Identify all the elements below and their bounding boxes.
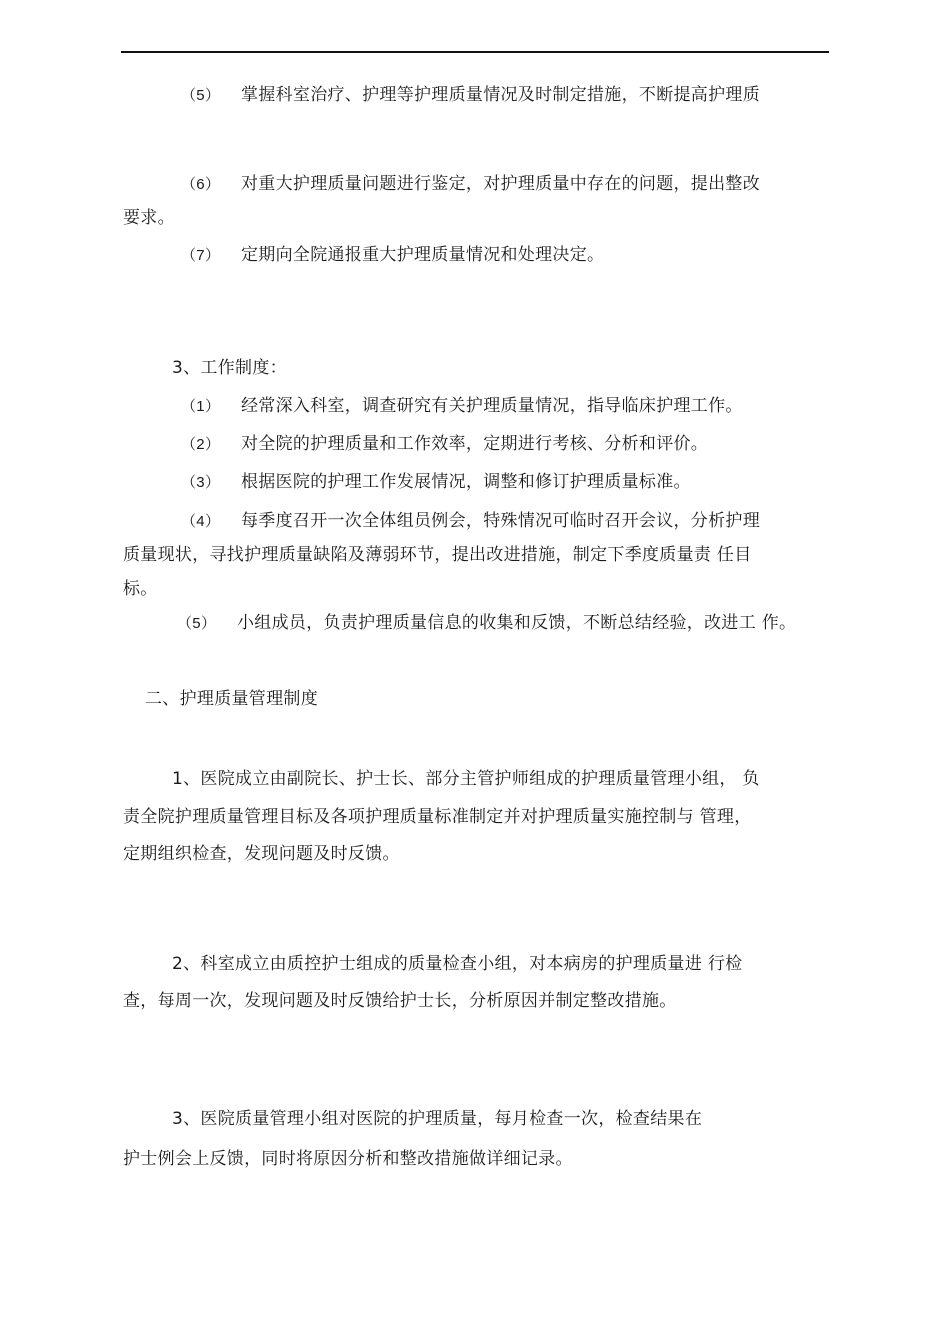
item-6-line-1 (181, 173, 760, 196)
item-number: （7） (181, 247, 221, 264)
item-number: （1） (181, 398, 221, 415)
rule-4-line-3: 标。 (123, 579, 158, 599)
item-number: （6） (181, 176, 221, 193)
item-text: 根据医院的护理工作发展情况，调整和修订护理质量标准。 (241, 472, 691, 492)
rule-1 (181, 395, 743, 418)
item-number: （4） (181, 513, 221, 530)
item-text: 每季度召开一次全体组员例会，特殊情况可临时召开会议，分析护理 (241, 511, 760, 531)
item-number: （5） (177, 615, 217, 632)
rule-4-line-1 (181, 510, 760, 533)
rule-5 (177, 612, 796, 635)
section-heading-2: 二、护理质量管理制度 (145, 689, 318, 709)
item-text: 定期向全院通报重大护理质量情况和处理决定。 (241, 245, 605, 265)
rule-3 (181, 471, 691, 494)
rule-2 (181, 433, 708, 456)
item-number: （3） (181, 474, 221, 491)
item-5-line-1 (181, 84, 760, 107)
paragraph-3-line-1: 3、医院质量管理小组对医院的护理质量，每月检查一次，检查结果在 (172, 1109, 703, 1129)
paragraph-2-line-1: 2、科室成立由质控护士组成的质量检查小组，对本病房的护理质量进 行检 (172, 954, 743, 974)
item-text: 经常深入科室，调查研究有关护理质量情况，指导临床护理工作。 (241, 396, 743, 416)
item-text: 小组成员，负责护理质量信息的收集和反馈，不断总结经验，改进工 作。 (237, 613, 797, 633)
item-number: （2） (181, 436, 221, 453)
header-rule (121, 51, 829, 53)
paragraph-1-line-1: 1、医院成立由副院长、护士长、部分主管护师组成的护理质量管理小组， 负 (172, 769, 760, 789)
item-text: 掌握科室治疗、护理等护理质量情况及时制定措施，不断提高护理质 (241, 85, 760, 105)
paragraph-1-line-3: 定期组织检查，发现问题及时反馈。 (123, 844, 400, 864)
item-7-line-1 (181, 244, 604, 267)
item-text: 对重大护理质量问题进行鉴定，对护理质量中存在的问题，提出整改 (241, 174, 760, 194)
paragraph-3-line-2: 护士例会上反馈，同时将原因分析和整改措施做详细记录。 (123, 1149, 573, 1169)
paragraph-1-line-2: 责全院护理质量管理目标及各项护理质量标准制定并对护理质量实施控制与 管理， (123, 807, 752, 827)
item-6-line-2: 要求。 (123, 208, 175, 228)
item-text: 对全院的护理质量和工作效率，定期进行考核、分析和评价。 (241, 434, 709, 454)
paragraph-2-line-2: 查，每周一次，发现问题及时反馈给护士长，分析原因并制定整改措施。 (123, 991, 677, 1011)
item-number: （5） (181, 87, 221, 104)
rule-4-line-2: 质量现状，寻找护理质量缺陷及薄弱环节，提出改进措施，制定下季度质量责 任目 (123, 545, 752, 565)
section-heading-work-rules: 3、工作制度： (172, 358, 287, 378)
